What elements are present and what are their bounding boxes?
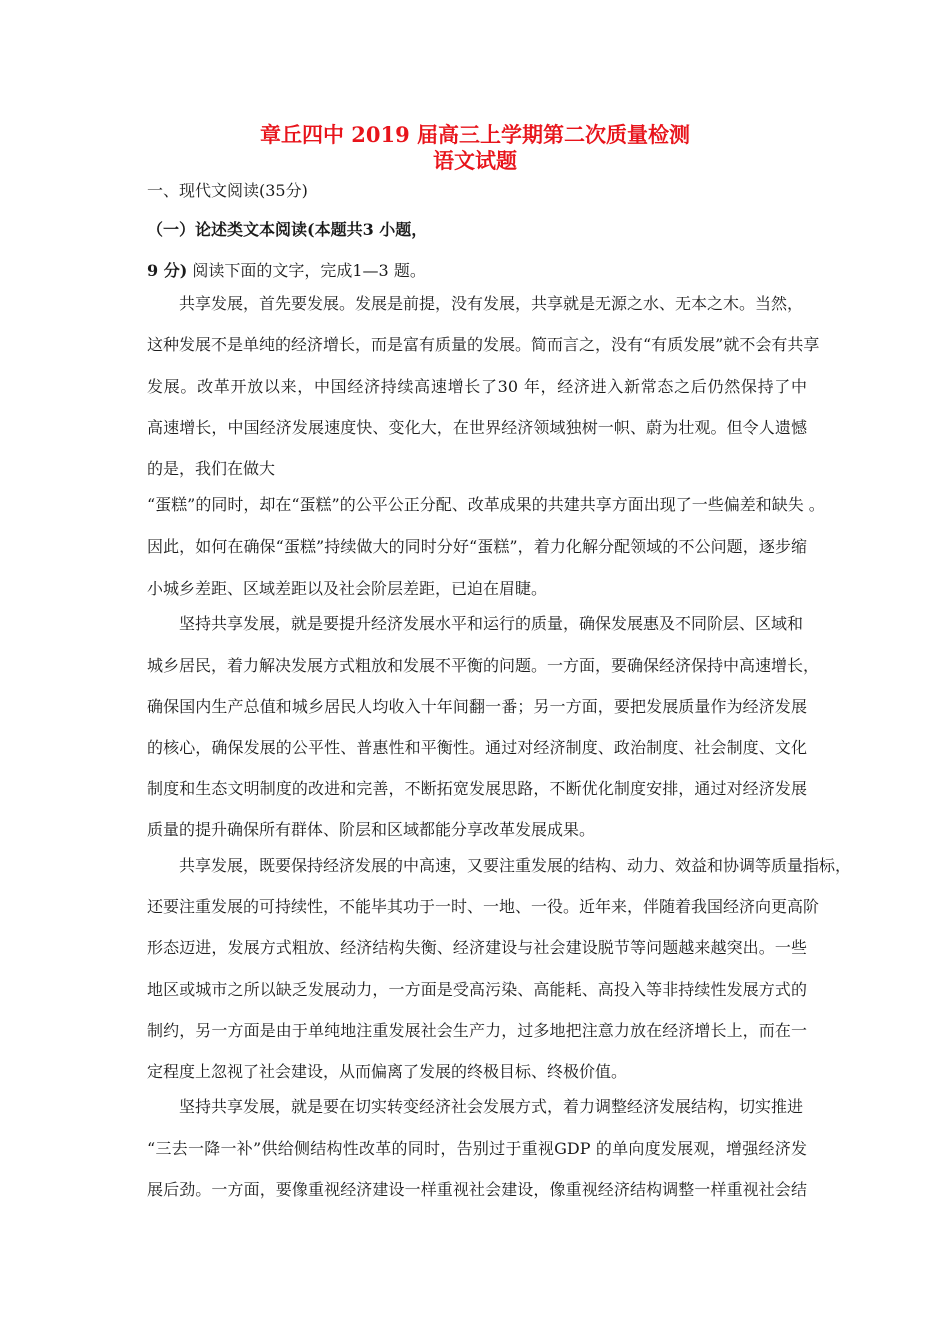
section-heading: 一、现代文阅读(35分) <box>147 181 308 200</box>
passage-line: 因此，如何在确保“蛋糕”持续做大的同时分好“蛋糕”，着力化解分配领域的不公问题，逐步缩 <box>147 537 807 556</box>
passage-line: 展后劲。一方面，要像重视经济建设一样重视社会建设，像重视经济结构调整一样重视社会结 <box>147 1180 807 1199</box>
passage-line: 还要注重发展的可持续性，不能毕其功于一时、一地、一役。近年来，伴随着我国经济向更高阶 <box>147 897 820 916</box>
instruction-points: 9 分) <box>147 261 188 280</box>
subsection-heading: （一）论述类文本阅读(本题共3 小题， <box>147 220 428 239</box>
passage-line: 坚持共享发展，就是要提升经济发展水平和运行的质量，确保发展惠及不同阶层、区域和 <box>179 614 804 633</box>
passage-line: 的是，我们在做大 <box>147 459 276 478</box>
instruction-text: 阅读下面的文字，完成1—3 题。 <box>187 261 426 280</box>
instruction-line <box>147 261 426 281</box>
passage-line: 形态迈进，发展方式粗放、经济结构失衡、经济建设与社会建设脱节等问题越来越突出。一些 <box>147 938 807 957</box>
passage-line: 城乡居民，着力解决发展方式粗放和发展不平衡的问题。一方面，要确保经济保持中高速增长， <box>147 656 820 675</box>
passage-line: 高速增长，中国经济发展速度快、变化大，在世界经济领域独树一帜、蔚为壮观。但令人遗憾 <box>147 418 807 437</box>
passage-line: 坚持共享发展，就是要在切实转变经济社会发展方式，着力调整经济发展结构，切实推进 <box>179 1097 804 1116</box>
passage-line: 制约，另一方面是由于单纯地注重发展社会生产力，过多地把注意力放在经济增长上，而在一 <box>147 1021 807 1040</box>
passage-line: 发展。改革开放以来，中国经济持续高速增长了30 年，经济进入新常态之后仍然保持了中 <box>147 377 807 396</box>
document-subtitle: 语文试题 <box>433 148 517 173</box>
passage-line: 共享发展，首先要发展。发展是前提，没有发展，共享就是无源之水、无本之木。当然， <box>179 294 804 313</box>
passage-line: 的核心，确保发展的公平性、普惠性和平衡性。通过对经济制度、政治制度、社会制度、文化 <box>147 738 807 757</box>
passage-line: 定程度上忽视了社会建设，从而偏离了发展的终极目标、终极价值。 <box>147 1062 628 1081</box>
passage-line: “蛋糕”的同时，却在“蛋糕”的公平公正分配、改革成果的共建共享方面出现了一些偏差和缺失 。 <box>147 495 825 514</box>
passage-line: 制度和生态文明制度的改进和完善，不断拓宽发展思路，不断优化制度安排，通过对经济发展 <box>147 779 807 798</box>
passage-line: 小城乡差距、区域差距以及社会阶层差距，已迫在眉睫。 <box>147 579 548 598</box>
passage-line: 确保国内生产总值和城乡居民人均收入十年间翻一番；另一方面，要把发展质量作为经济发展 <box>147 697 807 716</box>
passage-line: “三去一降一补”供给侧结构性改革的同时，告别过于重视GDP 的单向度发展观，增强经济发 <box>147 1139 807 1158</box>
passage-line: 地区或城市之所以缺乏发展动力，一方面是受高污染、高能耗、高投入等非持续性发展方式的 <box>147 980 807 999</box>
document-title: 章丘四中 2019 届高三上学期第二次质量检测 <box>259 122 691 147</box>
passage-line: 共享发展，既要保持经济发展的中高速，又要注重发展的结构、动力、效益和协调等质量指标， <box>179 856 852 875</box>
passage-line: 这种发展不是单纯的经济增长，而是富有质量的发展。简而言之，没有“有质发展”就不会有共享 <box>147 335 820 354</box>
passage-line: 质量的提升确保所有群体、阶层和区域都能分享改革发展成果。 <box>147 820 596 839</box>
